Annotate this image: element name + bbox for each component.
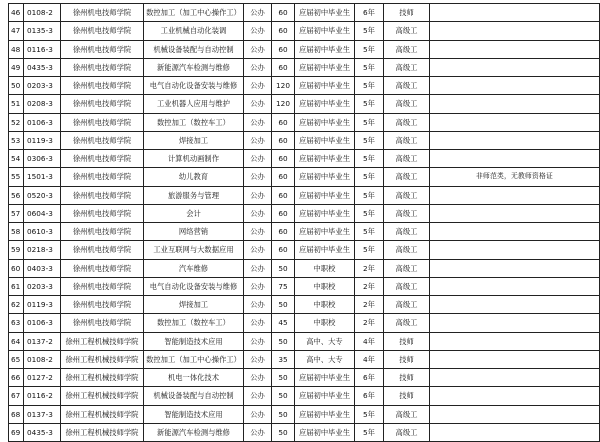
remark-cell	[430, 95, 600, 113]
study-years-cell: 5年	[355, 423, 384, 441]
training-level-cell: 高级工	[384, 314, 430, 332]
enrollment-plan-cell: 60	[272, 204, 295, 222]
study-years-cell: 6年	[355, 4, 384, 22]
school-name-cell: 徐州机电技师学院	[61, 186, 144, 204]
enrollment-target-cell: 应届初中毕业生	[295, 4, 355, 22]
major-name-cell: 机械设备装配与自动控制	[144, 40, 244, 58]
row-number-cell: 57	[9, 204, 24, 222]
training-level-cell: 高级工	[384, 150, 430, 168]
major-code-cell: 0106-3	[24, 113, 61, 131]
row-number-cell: 64	[9, 332, 24, 350]
row-number-cell: 65	[9, 350, 24, 368]
school-nature-cell: 公办	[244, 296, 272, 314]
major-name-cell: 机械设备装配与自动控制	[144, 387, 244, 405]
enrollment-plan-cell: 50	[272, 387, 295, 405]
major-name-cell: 数控加工（加工中心操作工）	[144, 350, 244, 368]
enrollment-plan-cell: 60	[272, 4, 295, 22]
training-level-cell: 高级工	[384, 223, 430, 241]
row-number-cell: 51	[9, 95, 24, 113]
enrollment-target-cell: 中职校	[295, 259, 355, 277]
remark-cell	[430, 40, 600, 58]
study-years-cell: 2年	[355, 277, 384, 295]
study-years-cell: 5年	[355, 77, 384, 95]
major-code-cell: 0218-3	[24, 241, 61, 259]
school-name-cell: 徐州机电技师学院	[61, 4, 144, 22]
remark-cell	[430, 113, 600, 131]
study-years-cell: 5年	[355, 223, 384, 241]
school-nature-cell: 公办	[244, 77, 272, 95]
enrollment-target-cell: 应届初中毕业生	[295, 58, 355, 76]
table-row	[9, 350, 600, 368]
row-number-cell: 69	[9, 423, 24, 441]
school-nature-cell: 公办	[244, 4, 272, 22]
training-level-cell: 技师	[384, 332, 430, 350]
remark-cell	[430, 204, 600, 222]
study-years-cell: 5年	[355, 241, 384, 259]
enrollment-plan-cell: 60	[272, 40, 295, 58]
remark-cell	[430, 150, 600, 168]
enrollment-plan-cell: 60	[272, 241, 295, 259]
major-code-cell: 0137-2	[24, 332, 61, 350]
row-number-cell: 54	[9, 150, 24, 168]
enrollment-target-cell: 应届初中毕业生	[295, 223, 355, 241]
training-level-cell: 高级工	[384, 95, 430, 113]
study-years-cell: 4年	[355, 350, 384, 368]
school-name-cell: 徐州机电技师学院	[61, 150, 144, 168]
enrollment-plan-cell: 60	[272, 186, 295, 204]
training-level-cell: 高级工	[384, 423, 430, 441]
school-nature-cell: 公办	[244, 168, 272, 186]
row-number-cell: 60	[9, 259, 24, 277]
school-nature-cell: 公办	[244, 259, 272, 277]
enrollment-target-cell: 应届初中毕业生	[295, 113, 355, 131]
school-name-cell: 徐州机电技师学院	[61, 277, 144, 295]
school-name-cell: 徐州机电技师学院	[61, 113, 144, 131]
school-nature-cell: 公办	[244, 314, 272, 332]
remark-cell	[430, 314, 600, 332]
remark-cell	[430, 223, 600, 241]
training-level-cell: 高级工	[384, 22, 430, 40]
remark-cell: 非师范类，无教师资格证	[430, 168, 600, 186]
study-years-cell: 2年	[355, 314, 384, 332]
row-number-cell: 56	[9, 186, 24, 204]
school-nature-cell: 公办	[244, 186, 272, 204]
study-years-cell: 4年	[355, 332, 384, 350]
table-row	[9, 168, 600, 186]
enrollment-plan-cell: 50	[272, 369, 295, 387]
row-number-cell: 49	[9, 58, 24, 76]
school-name-cell: 徐州机电技师学院	[61, 241, 144, 259]
study-years-cell: 2年	[355, 259, 384, 277]
enrollment-plan-cell: 120	[272, 95, 295, 113]
enrollment-plan-cell: 35	[272, 350, 295, 368]
major-name-cell: 数控加工（数控车工）	[144, 314, 244, 332]
study-years-cell: 5年	[355, 150, 384, 168]
enrollment-target-cell: 应届初中毕业生	[295, 241, 355, 259]
enrollment-target-cell: 应届初中毕业生	[295, 40, 355, 58]
row-number-cell: 47	[9, 22, 24, 40]
school-nature-cell: 公办	[244, 350, 272, 368]
table-row	[9, 150, 600, 168]
table-row	[9, 77, 600, 95]
enrollment-target-cell: 应届初中毕业生	[295, 77, 355, 95]
row-number-cell: 58	[9, 223, 24, 241]
enrollment-plan-cell: 60	[272, 131, 295, 149]
school-nature-cell: 公办	[244, 369, 272, 387]
training-level-cell: 高级工	[384, 259, 430, 277]
training-level-cell: 高级工	[384, 241, 430, 259]
major-code-cell: 0108-2	[24, 4, 61, 22]
major-name-cell: 数控加工（数控车工）	[144, 113, 244, 131]
enrollment-target-cell: 应届初中毕业生	[295, 22, 355, 40]
enrollment-target-cell: 应届初中毕业生	[295, 204, 355, 222]
major-name-cell: 工业互联网与大数据应用	[144, 241, 244, 259]
study-years-cell: 5年	[355, 204, 384, 222]
major-code-cell: 0306-3	[24, 150, 61, 168]
school-name-cell: 徐州机电技师学院	[61, 22, 144, 40]
school-nature-cell: 公办	[244, 40, 272, 58]
table-row	[9, 131, 600, 149]
major-name-cell: 智能制造技术应用	[144, 332, 244, 350]
remark-cell	[430, 22, 600, 40]
table-body	[9, 4, 600, 442]
table-row	[9, 223, 600, 241]
remark-cell	[430, 332, 600, 350]
school-nature-cell: 公办	[244, 332, 272, 350]
enrollment-plan-cell: 50	[272, 423, 295, 441]
major-code-cell: 0610-3	[24, 223, 61, 241]
enrollment-target-cell: 应届初中毕业生	[295, 150, 355, 168]
major-code-cell: 0203-3	[24, 77, 61, 95]
major-name-cell: 焊接加工	[144, 296, 244, 314]
major-code-cell: 0116-3	[24, 40, 61, 58]
enrollment-plan-cell: 45	[272, 314, 295, 332]
study-years-cell: 5年	[355, 405, 384, 423]
table-row	[9, 405, 600, 423]
major-name-cell: 新能源汽车检测与维修	[144, 423, 244, 441]
school-name-cell: 徐州工程机械技师学院	[61, 423, 144, 441]
enrollment-target-cell: 应届初中毕业生	[295, 131, 355, 149]
study-years-cell: 2年	[355, 296, 384, 314]
training-level-cell: 高级工	[384, 168, 430, 186]
remark-cell	[430, 405, 600, 423]
enrollment-plan-cell: 75	[272, 277, 295, 295]
remark-cell	[430, 296, 600, 314]
major-code-cell: 0106-3	[24, 314, 61, 332]
row-number-cell: 67	[9, 387, 24, 405]
table-row	[9, 22, 600, 40]
enrollment-plan-cell: 60	[272, 223, 295, 241]
major-name-cell: 电气自动化设备安装与维修	[144, 277, 244, 295]
table-row	[9, 387, 600, 405]
row-number-cell: 61	[9, 277, 24, 295]
enrollment-plan-cell: 50	[272, 405, 295, 423]
major-name-cell: 电气自动化设备安装与维修	[144, 77, 244, 95]
major-name-cell: 新能源汽车检测与维修	[144, 58, 244, 76]
major-code-cell: 1501-3	[24, 168, 61, 186]
major-name-cell: 计算机动画制作	[144, 150, 244, 168]
remark-cell	[430, 186, 600, 204]
table-row	[9, 4, 600, 22]
major-code-cell: 0127-2	[24, 369, 61, 387]
school-name-cell: 徐州机电技师学院	[61, 259, 144, 277]
remark-cell	[430, 58, 600, 76]
remark-cell	[430, 77, 600, 95]
enrollment-plan-cell: 60	[272, 113, 295, 131]
major-code-cell: 0604-3	[24, 204, 61, 222]
training-level-cell: 技师	[384, 369, 430, 387]
school-nature-cell: 公办	[244, 277, 272, 295]
row-number-cell: 62	[9, 296, 24, 314]
training-level-cell: 高级工	[384, 186, 430, 204]
major-code-cell: 0435-3	[24, 423, 61, 441]
remark-cell	[430, 131, 600, 149]
major-code-cell: 0116-2	[24, 387, 61, 405]
row-number-cell: 46	[9, 4, 24, 22]
school-nature-cell: 公办	[244, 223, 272, 241]
training-level-cell: 高级工	[384, 296, 430, 314]
major-code-cell: 0137-3	[24, 405, 61, 423]
major-code-cell: 0119-3	[24, 131, 61, 149]
training-level-cell: 技师	[384, 387, 430, 405]
table-row	[9, 95, 600, 113]
school-name-cell: 徐州机电技师学院	[61, 168, 144, 186]
enrollment-plan-cell: 50	[272, 332, 295, 350]
enrollment-plan-cell: 120	[272, 77, 295, 95]
row-number-cell: 48	[9, 40, 24, 58]
school-nature-cell: 公办	[244, 387, 272, 405]
school-nature-cell: 公办	[244, 22, 272, 40]
row-number-cell: 53	[9, 131, 24, 149]
enrollment-plan-cell: 60	[272, 150, 295, 168]
enrollment-target-cell: 应届初中毕业生	[295, 405, 355, 423]
training-level-cell: 高级工	[384, 277, 430, 295]
major-code-cell: 0119-3	[24, 296, 61, 314]
training-level-cell: 高级工	[384, 58, 430, 76]
table-row	[9, 58, 600, 76]
study-years-cell: 5年	[355, 95, 384, 113]
enrollment-plan-cell: 60	[272, 168, 295, 186]
table-row	[9, 332, 600, 350]
table-row	[9, 296, 600, 314]
major-code-cell: 0435-3	[24, 58, 61, 76]
study-years-cell: 5年	[355, 58, 384, 76]
study-years-cell: 5年	[355, 168, 384, 186]
school-name-cell: 徐州工程机械技师学院	[61, 332, 144, 350]
major-name-cell: 数控加工（加工中心操作工）	[144, 4, 244, 22]
row-number-cell: 68	[9, 405, 24, 423]
school-nature-cell: 公办	[244, 95, 272, 113]
remark-cell	[430, 277, 600, 295]
major-name-cell: 汽车维修	[144, 259, 244, 277]
major-code-cell: 0203-3	[24, 277, 61, 295]
school-name-cell: 徐州机电技师学院	[61, 204, 144, 222]
enrollment-target-cell: 中职校	[295, 277, 355, 295]
study-years-cell: 6年	[355, 369, 384, 387]
table-row	[9, 369, 600, 387]
school-name-cell: 徐州机电技师学院	[61, 40, 144, 58]
enrollment-target-cell: 应届初中毕业生	[295, 168, 355, 186]
remark-cell	[430, 350, 600, 368]
enrollment-target-cell: 高中、大专	[295, 332, 355, 350]
school-nature-cell: 公办	[244, 113, 272, 131]
enrollment-target-cell: 应届初中毕业生	[295, 423, 355, 441]
school-nature-cell: 公办	[244, 58, 272, 76]
major-code-cell: 0135-3	[24, 22, 61, 40]
school-nature-cell: 公办	[244, 241, 272, 259]
table-row	[9, 40, 600, 58]
table-row	[9, 277, 600, 295]
table-row	[9, 204, 600, 222]
major-name-cell: 智能制造技术应用	[144, 405, 244, 423]
remark-cell	[430, 259, 600, 277]
row-number-cell: 55	[9, 168, 24, 186]
enrollment-plan-cell: 50	[272, 296, 295, 314]
major-code-cell: 0108-2	[24, 350, 61, 368]
enrollment-target-cell: 应届初中毕业生	[295, 369, 355, 387]
row-number-cell: 59	[9, 241, 24, 259]
major-name-cell: 网络营销	[144, 223, 244, 241]
row-number-cell: 63	[9, 314, 24, 332]
enrollment-target-cell: 中职校	[295, 314, 355, 332]
row-number-cell: 52	[9, 113, 24, 131]
school-nature-cell: 公办	[244, 204, 272, 222]
school-nature-cell: 公办	[244, 150, 272, 168]
enrollment-table	[8, 3, 600, 442]
major-name-cell: 会计	[144, 204, 244, 222]
enrollment-plan-cell: 60	[272, 58, 295, 76]
school-name-cell: 徐州机电技师学院	[61, 296, 144, 314]
study-years-cell: 5年	[355, 22, 384, 40]
row-number-cell: 50	[9, 77, 24, 95]
school-name-cell: 徐州机电技师学院	[61, 131, 144, 149]
training-level-cell: 高级工	[384, 40, 430, 58]
study-years-cell: 5年	[355, 131, 384, 149]
major-name-cell: 旅游服务与管理	[144, 186, 244, 204]
major-code-cell: 0520-3	[24, 186, 61, 204]
school-name-cell: 徐州工程机械技师学院	[61, 350, 144, 368]
training-level-cell: 技师	[384, 350, 430, 368]
school-name-cell: 徐州机电技师学院	[61, 314, 144, 332]
remark-cell	[430, 423, 600, 441]
table-row	[9, 113, 600, 131]
enrollment-target-cell: 应届初中毕业生	[295, 387, 355, 405]
training-level-cell: 高级工	[384, 77, 430, 95]
training-level-cell: 高级工	[384, 113, 430, 131]
enrollment-target-cell: 应届初中毕业生	[295, 186, 355, 204]
enrollment-plan-cell: 60	[272, 22, 295, 40]
school-name-cell: 徐州机电技师学院	[61, 223, 144, 241]
major-name-cell: 工业机器人应用与维护	[144, 95, 244, 113]
table-row	[9, 259, 600, 277]
table-row	[9, 423, 600, 441]
school-name-cell: 徐州工程机械技师学院	[61, 369, 144, 387]
major-code-cell: 0403-3	[24, 259, 61, 277]
enrollment-target-cell: 中职校	[295, 296, 355, 314]
remark-cell	[430, 369, 600, 387]
school-nature-cell: 公办	[244, 405, 272, 423]
study-years-cell: 6年	[355, 387, 384, 405]
remark-cell	[430, 387, 600, 405]
school-name-cell: 徐州工程机械技师学院	[61, 387, 144, 405]
row-number-cell: 66	[9, 369, 24, 387]
remark-cell	[430, 241, 600, 259]
major-name-cell: 工业机械自动化装调	[144, 22, 244, 40]
training-level-cell: 高级工	[384, 405, 430, 423]
enrollment-target-cell: 高中、大专	[295, 350, 355, 368]
school-name-cell: 徐州机电技师学院	[61, 77, 144, 95]
school-name-cell: 徐州机电技师学院	[61, 95, 144, 113]
school-name-cell: 徐州工程机械技师学院	[61, 405, 144, 423]
school-nature-cell: 公办	[244, 131, 272, 149]
table-row	[9, 186, 600, 204]
major-code-cell: 0208-3	[24, 95, 61, 113]
training-level-cell: 高级工	[384, 131, 430, 149]
enrollment-plan-cell: 50	[272, 259, 295, 277]
training-level-cell: 高级工	[384, 204, 430, 222]
major-name-cell: 幼儿教育	[144, 168, 244, 186]
study-years-cell: 5年	[355, 186, 384, 204]
school-nature-cell: 公办	[244, 423, 272, 441]
study-years-cell: 5年	[355, 113, 384, 131]
major-name-cell: 焊接加工	[144, 131, 244, 149]
remark-cell	[430, 4, 600, 22]
school-name-cell: 徐州机电技师学院	[61, 58, 144, 76]
study-years-cell: 5年	[355, 40, 384, 58]
enrollment-target-cell: 应届初中毕业生	[295, 95, 355, 113]
table-row	[9, 241, 600, 259]
training-level-cell: 技师	[384, 4, 430, 22]
major-name-cell: 机电一体化技术	[144, 369, 244, 387]
table-row	[9, 314, 600, 332]
